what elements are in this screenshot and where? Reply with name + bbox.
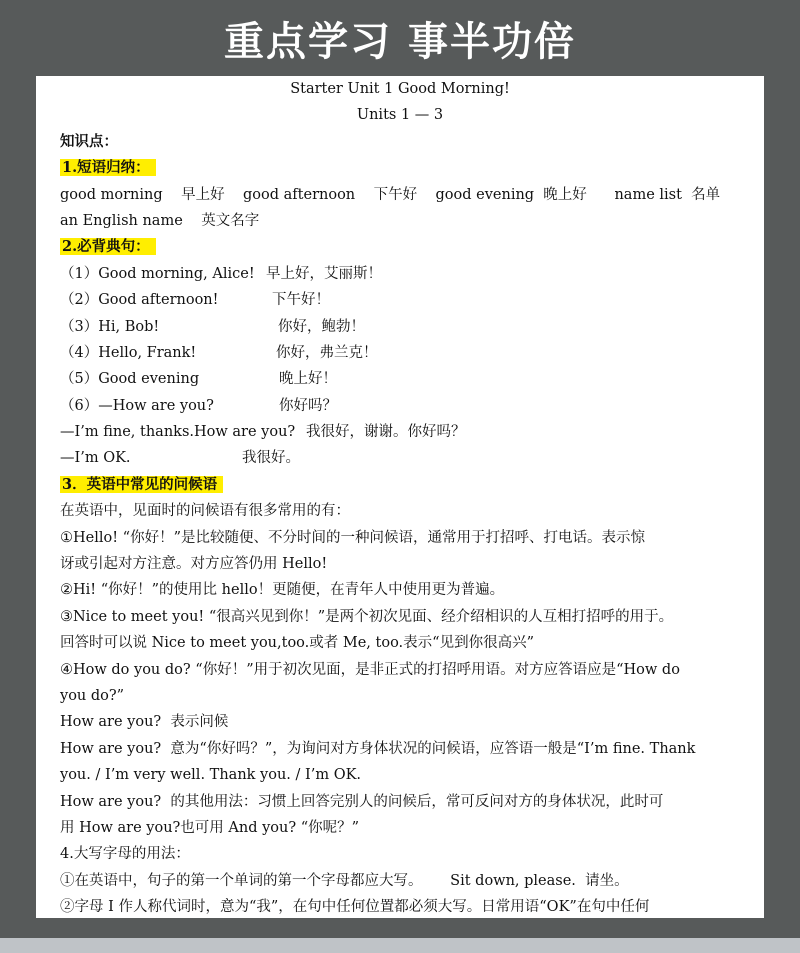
document-content <box>60 76 740 918</box>
section-2-heading: 2.必背典句： <box>60 238 156 255</box>
knowledge-label: 知识点： <box>60 132 118 150</box>
greeting-line: you do?” <box>60 687 125 704</box>
greeting-line: How are you? 的其他用法：习惯上回答完别人的问候后，常可反问对方的身体状况，此时可 <box>60 793 664 810</box>
doc-title: Starter Unit 1 Good Morning! <box>290 81 510 97</box>
greeting-line: ④How do you do? “你好！”用于初次见面，是非正式的打招呼用语。对方应答语应是“How do <box>60 661 680 678</box>
document-page <box>36 76 764 918</box>
greeting-line: 回答时可以说 Nice to meet you,too.或者 Me, too.表示“见到你很高兴” <box>60 635 534 652</box>
greeting-line: ②Hi! “你好！”的使用比 hello！更随便，在青年人中使用更为普遍。 <box>60 582 505 599</box>
section-4-heading: 4.大写字母的用法： <box>60 846 190 863</box>
greeting-line: ③Nice to meet you! “很高兴见到你！”是两个初次见面、经介绍相识的人互相打招呼的用于。 <box>60 608 674 625</box>
sentence-item: （5）Good evening 晚上好！ <box>60 371 337 388</box>
greeting-line: 在英语中，见面时的问候语有很多常用的有： <box>60 503 350 520</box>
sentence-item: （6）—How are you? 你好吗？ <box>60 397 337 414</box>
section-3-heading: 3．英语中常见的问候语 <box>60 476 223 493</box>
capital-rule-line: ②字母 I 作人称代词时，意为“我”，在句中任何位置都必须大写。日常用语“OK”在句中任何 <box>60 899 650 916</box>
sentence-item: （3）Hi, Bob! 你好，鲍勃！ <box>60 318 365 335</box>
sentence-item: （2）Good afternoon! 下午好！ <box>60 292 330 309</box>
sentence-item: （1）Good morning, Alice! 早上好，艾丽斯！ <box>60 265 382 282</box>
greeting-line: How are you? 表示问候 <box>60 714 229 731</box>
doc-subtitle: Units 1 — 3 <box>356 107 444 124</box>
phrase-line-1: good morning 早上好 good afternoon 下午好 good evening 晚上好 name list 名单 <box>60 186 721 203</box>
phrase-line-2: an English name 英文名字 <box>60 212 260 229</box>
bottom-bar <box>0 938 800 953</box>
sentence-item: （4）Hello, Frank! 你好，弗兰克！ <box>60 344 378 361</box>
sentence-item: —I’m fine, thanks.How are you? 我很好，谢谢。你好吗？ <box>60 424 466 441</box>
greeting-line: ①Hello! “你好！”是比较随便、不分时间的一种问候语，通常用于打招呼、打电话。表示惊 <box>60 529 645 546</box>
greeting-line: 讶或引起对方注意。对方应答仍用 Hello! <box>60 556 328 573</box>
banner-title: 重点学习 事半功倍 <box>224 18 576 65</box>
greeting-line: How are you? 意为“你好吗？”，为询问对方身体状况的问候语，应答语一般是“I’m fine. Thank <box>60 740 696 757</box>
greeting-line: you. / I’m very well. Thank you. / I’m OK. <box>60 767 362 784</box>
sentence-item: —I’m OK. 我很好。 <box>60 450 300 467</box>
greeting-line: 用 How are you?也可用 And you? “你呢？” <box>60 819 360 836</box>
section-1-heading: 1.短语归纳： <box>60 159 156 176</box>
capital-rule-line: ①在英语中，句子的第一个单词的第一个字母都应大写。 Sit down, please. 请坐。 <box>60 872 629 889</box>
